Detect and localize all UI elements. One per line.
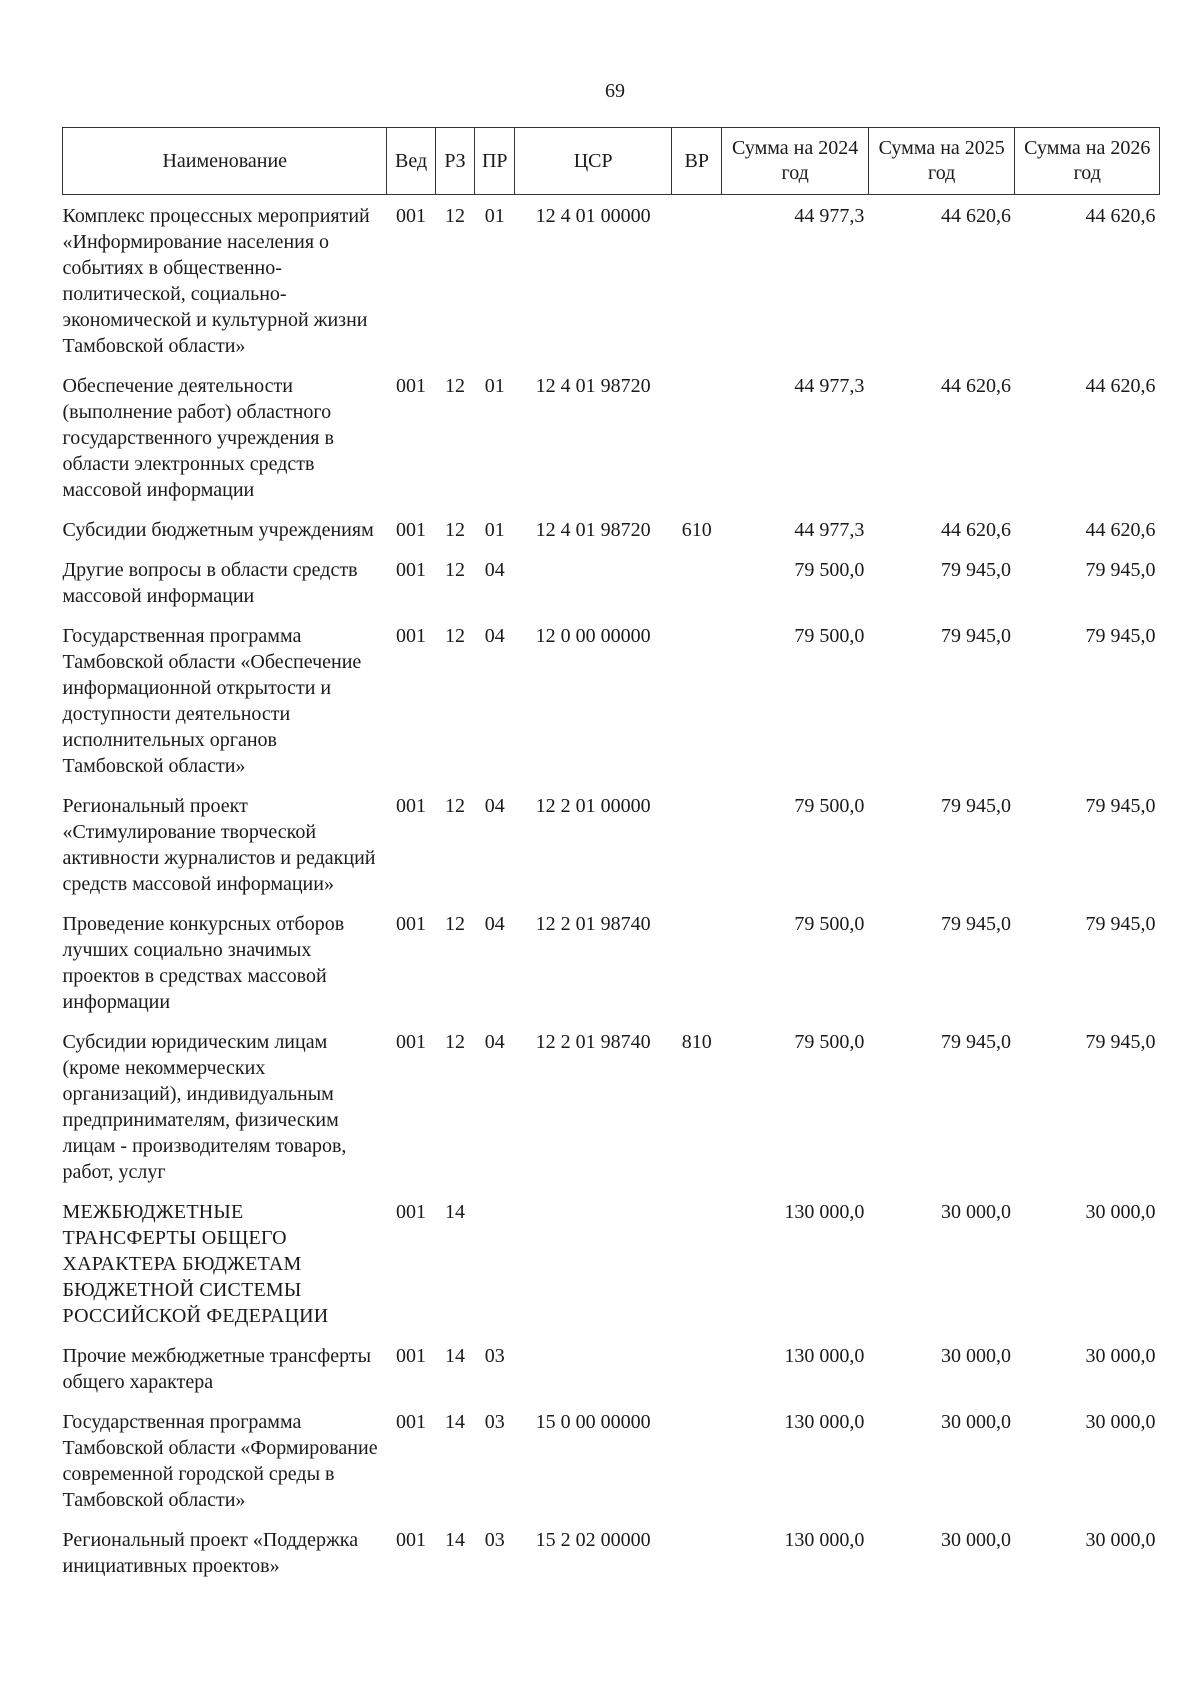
row-sum-2024: 79 500,0 — [794, 1031, 865, 1053]
row-rz: 14 — [445, 1345, 465, 1367]
row-rz: 14 — [445, 1201, 465, 1223]
row-vr — [672, 365, 722, 509]
row-vr: 610 — [681, 519, 712, 541]
table-row — [63, 549, 1160, 615]
row-pr — [475, 1191, 515, 1335]
row-vr — [672, 195, 722, 366]
row-vr — [672, 1191, 722, 1335]
header-csr: ЦСР — [515, 128, 672, 195]
row-rz: 12 — [445, 1031, 465, 1053]
row-vr — [672, 903, 722, 1021]
row-pr: 04 — [484, 913, 505, 935]
row-name: Комплекс процессных мероприятий «Информирование населения о событиях в общественно-политической, социально-экономической и культурной жизни Тамбовской области» — [62, 205, 370, 357]
row-ved: 001 — [396, 1201, 427, 1223]
table-row — [63, 1021, 1160, 1191]
row-sum-2024: 79 500,0 — [794, 795, 865, 817]
row-csr — [515, 1335, 672, 1401]
table-row — [63, 195, 1160, 366]
row-pr: 03 — [484, 1411, 505, 1433]
row-csr: 12 4 01 98720 — [535, 519, 651, 541]
row-sum-2025: 79 945,0 — [940, 625, 1011, 647]
row-csr: 15 2 02 00000 — [535, 1529, 651, 1551]
row-csr — [515, 1191, 672, 1335]
budget-table — [62, 127, 1160, 1585]
header-pr: ПР — [475, 128, 515, 195]
table-row — [63, 509, 1160, 549]
row-name: Региональный проект «Поддержка инициативных проектов» — [62, 1529, 359, 1577]
row-csr: 15 0 00 00000 — [535, 1411, 651, 1433]
table-row — [63, 903, 1160, 1021]
row-pr: 04 — [484, 1031, 505, 1053]
row-name: Субсидии бюджетным учреждениям — [62, 519, 374, 541]
row-pr: 03 — [484, 1529, 505, 1551]
row-ved: 001 — [396, 1345, 427, 1367]
header-name: Наименование — [63, 128, 387, 195]
row-sum-2026: 79 945,0 — [1085, 795, 1156, 817]
row-ved: 001 — [396, 913, 427, 935]
table-row — [63, 785, 1160, 903]
row-sum-2025: 30 000,0 — [940, 1201, 1011, 1223]
row-sum-2024: 79 500,0 — [794, 625, 865, 647]
row-sum-2024: 130 000,0 — [784, 1201, 865, 1223]
row-sum-2025: 44 620,6 — [940, 519, 1011, 541]
row-pr: 04 — [484, 795, 505, 817]
row-csr — [515, 549, 672, 615]
row-csr: 12 0 00 00000 — [535, 625, 651, 647]
row-name: Государственная программа Тамбовской области «Формирование современной городской среды в Тамбовской области» — [62, 1411, 378, 1511]
row-sum-2025: 79 945,0 — [940, 913, 1011, 935]
row-pr: 04 — [484, 625, 505, 647]
row-sum-2026: 79 945,0 — [1085, 559, 1156, 581]
row-ved: 001 — [396, 559, 427, 581]
row-rz: 14 — [445, 1411, 465, 1433]
row-csr: 12 2 01 98740 — [535, 1031, 651, 1053]
row-sum-2024: 130 000,0 — [784, 1411, 865, 1433]
row-csr: 12 4 01 98720 — [535, 375, 651, 397]
row-sum-2026: 30 000,0 — [1085, 1201, 1156, 1223]
row-rz: 12 — [445, 205, 465, 227]
row-ved: 001 — [396, 1031, 427, 1053]
header-vr: ВР — [672, 128, 722, 195]
header-rz: РЗ — [435, 128, 475, 195]
row-vr — [672, 1335, 722, 1401]
row-sum-2025: 30 000,0 — [940, 1529, 1011, 1551]
table-row — [63, 1191, 1160, 1335]
row-name: Субсидии юридическим лицам (кроме некоммерческих организаций), индивидуальным предпринимателям, физическим лицам - производителям товаров, работ, услуг — [62, 1031, 347, 1183]
row-name: Прочие межбюджетные трансферты общего характера — [62, 1345, 372, 1393]
table-row — [63, 365, 1160, 509]
row-sum-2024: 130 000,0 — [784, 1529, 865, 1551]
row-vr — [672, 1401, 722, 1519]
row-sum-2026: 79 945,0 — [1085, 913, 1156, 935]
row-sum-2026: 44 620,6 — [1085, 375, 1156, 397]
row-name: Проведение конкурсных отборов лучших социально значимых проектов в средствах массовой информации — [62, 913, 345, 1013]
row-sum-2026: 79 945,0 — [1085, 1031, 1156, 1053]
row-pr: 01 — [484, 205, 505, 227]
row-csr: 12 2 01 98740 — [535, 913, 651, 935]
row-rz: 12 — [445, 795, 465, 817]
row-rz: 12 — [445, 375, 465, 397]
row-sum-2024: 79 500,0 — [794, 559, 865, 581]
row-sum-2024: 44 977,3 — [794, 205, 865, 227]
row-pr: 03 — [484, 1345, 505, 1367]
page-number: 69 — [605, 80, 625, 102]
header-ved: Вед — [387, 128, 435, 195]
row-pr: 01 — [484, 519, 505, 541]
row-ved: 001 — [396, 1411, 427, 1433]
row-csr: 12 4 01 00000 — [535, 205, 651, 227]
row-sum-2025: 30 000,0 — [940, 1411, 1011, 1433]
table-row — [63, 1519, 1160, 1585]
row-vr: 810 — [681, 1031, 712, 1053]
row-rz: 12 — [445, 519, 465, 541]
row-sum-2025: 44 620,6 — [940, 205, 1011, 227]
row-sum-2024: 44 977,3 — [794, 375, 865, 397]
row-sum-2024: 79 500,0 — [794, 913, 865, 935]
row-name: МЕЖБЮДЖЕТНЫЕ ТРАНСФЕРТЫ ОБЩЕГО ХАРАКТЕРА БЮДЖЕТАМ БЮДЖЕТНОЙ СИСТЕМЫ РОССИЙСКОЙ ФЕДЕРАЦИИ — [62, 1201, 329, 1327]
row-sum-2024: 130 000,0 — [784, 1345, 865, 1367]
row-name: Государственная программа Тамбовской области «Обеспечение информационной открытости и доступности деятельности исполнительных органов Тамбовской области» — [62, 625, 362, 777]
row-vr — [672, 549, 722, 615]
row-rz: 12 — [445, 913, 465, 935]
row-name: Другие вопросы в области средств массовой информации — [62, 559, 358, 607]
row-sum-2025: 79 945,0 — [940, 795, 1011, 817]
row-vr — [672, 615, 722, 785]
row-vr — [672, 785, 722, 903]
row-rz: 12 — [445, 559, 465, 581]
row-name: Обеспечение деятельности (выполнение работ) областного государственного учреждения в области электронных средств массовой информации — [62, 375, 334, 501]
row-sum-2026: 44 620,6 — [1085, 205, 1156, 227]
row-pr: 01 — [484, 375, 505, 397]
row-ved: 001 — [396, 625, 427, 647]
row-csr: 12 2 01 00000 — [535, 795, 651, 817]
row-ved: 001 — [396, 519, 427, 541]
table-row — [63, 1335, 1160, 1401]
row-sum-2026: 44 620,6 — [1085, 519, 1156, 541]
row-ved: 001 — [396, 1529, 427, 1551]
row-sum-2025: 30 000,0 — [940, 1345, 1011, 1367]
row-name: Региональный проект «Стимулирование творческой активности журналистов и редакций средств массовой информации» — [62, 795, 376, 895]
row-sum-2026: 30 000,0 — [1085, 1529, 1156, 1551]
row-rz: 12 — [445, 625, 465, 647]
row-sum-2025: 79 945,0 — [940, 559, 1011, 581]
header-sum-2025: Сумма на 2025 год — [868, 128, 1015, 195]
row-ved: 001 — [396, 795, 427, 817]
row-sum-2026: 30 000,0 — [1085, 1345, 1156, 1367]
header-sum-2026: Сумма на 2026 год — [1015, 128, 1160, 195]
table-row — [63, 615, 1160, 785]
row-ved: 001 — [396, 375, 427, 397]
header-row — [63, 128, 1160, 195]
row-sum-2026: 79 945,0 — [1085, 625, 1156, 647]
row-sum-2025: 79 945,0 — [940, 1031, 1011, 1053]
row-ved: 001 — [396, 205, 427, 227]
row-sum-2025: 44 620,6 — [940, 375, 1011, 397]
row-vr — [672, 1519, 722, 1585]
table-row — [63, 1401, 1160, 1519]
header-sum-2024: Сумма на 2024 год — [722, 128, 869, 195]
row-sum-2024: 44 977,3 — [794, 519, 865, 541]
row-sum-2026: 30 000,0 — [1085, 1411, 1156, 1433]
row-rz: 14 — [445, 1529, 465, 1551]
row-pr: 04 — [484, 559, 505, 581]
